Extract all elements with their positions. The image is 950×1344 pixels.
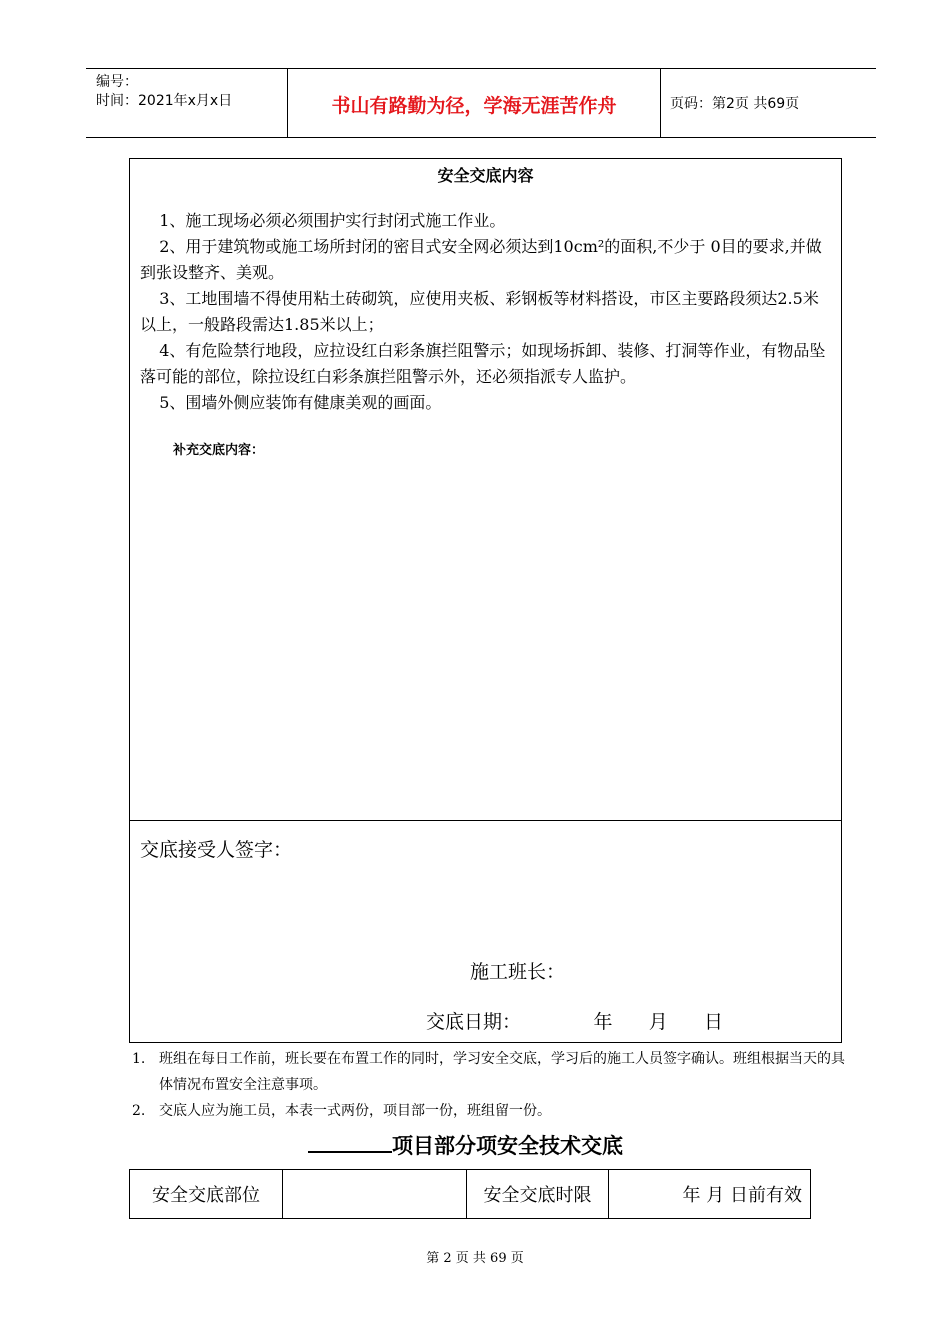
note-text: 交底人应为施工员，本表一式两份，项目部一份，班组留一份。	[159, 1103, 551, 1119]
section-title-text: 项目部分项安全技术交底	[392, 1134, 623, 1158]
header-meta	[96, 73, 232, 111]
project-name-blank	[308, 1131, 392, 1153]
content-title: 安全交底内容	[437, 166, 534, 185]
part-label-cell: 安全交底部位	[130, 1170, 283, 1219]
date-label: 交底日期：	[426, 1011, 522, 1033]
content-item: 1、施工现场必须必须围护实行封闭式施工作业。	[159, 211, 506, 230]
year-label: 年	[593, 1011, 613, 1033]
team-leader-label: 施工班长：	[470, 961, 566, 983]
day-label: 日	[704, 1011, 724, 1033]
header-page-number: 页码：第2页 共69页	[670, 96, 800, 112]
table-row	[130, 1170, 811, 1219]
notes-list	[132, 1046, 847, 1124]
note-item	[132, 1046, 847, 1098]
month-label: 月	[648, 1011, 668, 1033]
number-label: 编号：	[96, 74, 138, 90]
time-value-cell: 年 月 日前有效	[609, 1170, 811, 1219]
content-item: 3、工地围墙不得使用粘土砖砌筑，应使用夹板、彩钢板等材料搭设，市区主要路段须达2.5米以上，一般路段需达1.85米以上；	[140, 289, 819, 334]
note-item	[132, 1098, 847, 1124]
time-label: 时间：2021年x月x日	[96, 93, 233, 109]
header-motto: 书山有路勤为径，学海无涯苦作舟	[331, 95, 617, 117]
note-number: 1.	[132, 1051, 146, 1067]
briefing-info-table	[129, 1169, 811, 1219]
content-item: 5、围墙外侧应装饰有健康美观的画面。	[159, 393, 442, 412]
section-divider	[130, 820, 841, 821]
safety-briefing-box	[129, 158, 842, 1043]
supplement-label: 补充交底内容：	[173, 443, 265, 458]
time-label-cell: 安全交底时限	[467, 1170, 609, 1219]
note-number: 2.	[132, 1103, 146, 1119]
content-item: 4、有危险禁行地段，应拉设红白彩条旗拦阻警示；如现场拆卸、装修、打洞等作业，有物品坠落可能的部位，除拉设红白彩条旗拦阻警示外，还必须指派专人监护。	[140, 341, 826, 386]
content-items	[140, 208, 833, 416]
receiver-signature-label: 交底接受人签字：	[140, 839, 293, 861]
header-divider	[660, 69, 661, 137]
content-item: 2、用于建筑物或施工场所封闭的密目式安全网必须达到10cm²的面积,不少于 0目的要求,并做到张设整齐、美观。	[140, 237, 822, 282]
section-title	[308, 1130, 623, 1160]
briefing-date-row	[426, 1007, 723, 1034]
page-footer: 第 2 页 共 69 页	[426, 1251, 524, 1266]
note-text: 班组在每日工作前，班长要在布置工作的同时，学习安全交底，学习后的施工人员签字确认。班组根据当天的具体情况布置安全注意事项。	[159, 1051, 845, 1093]
page-header	[86, 68, 876, 138]
part-value-cell	[283, 1170, 467, 1219]
